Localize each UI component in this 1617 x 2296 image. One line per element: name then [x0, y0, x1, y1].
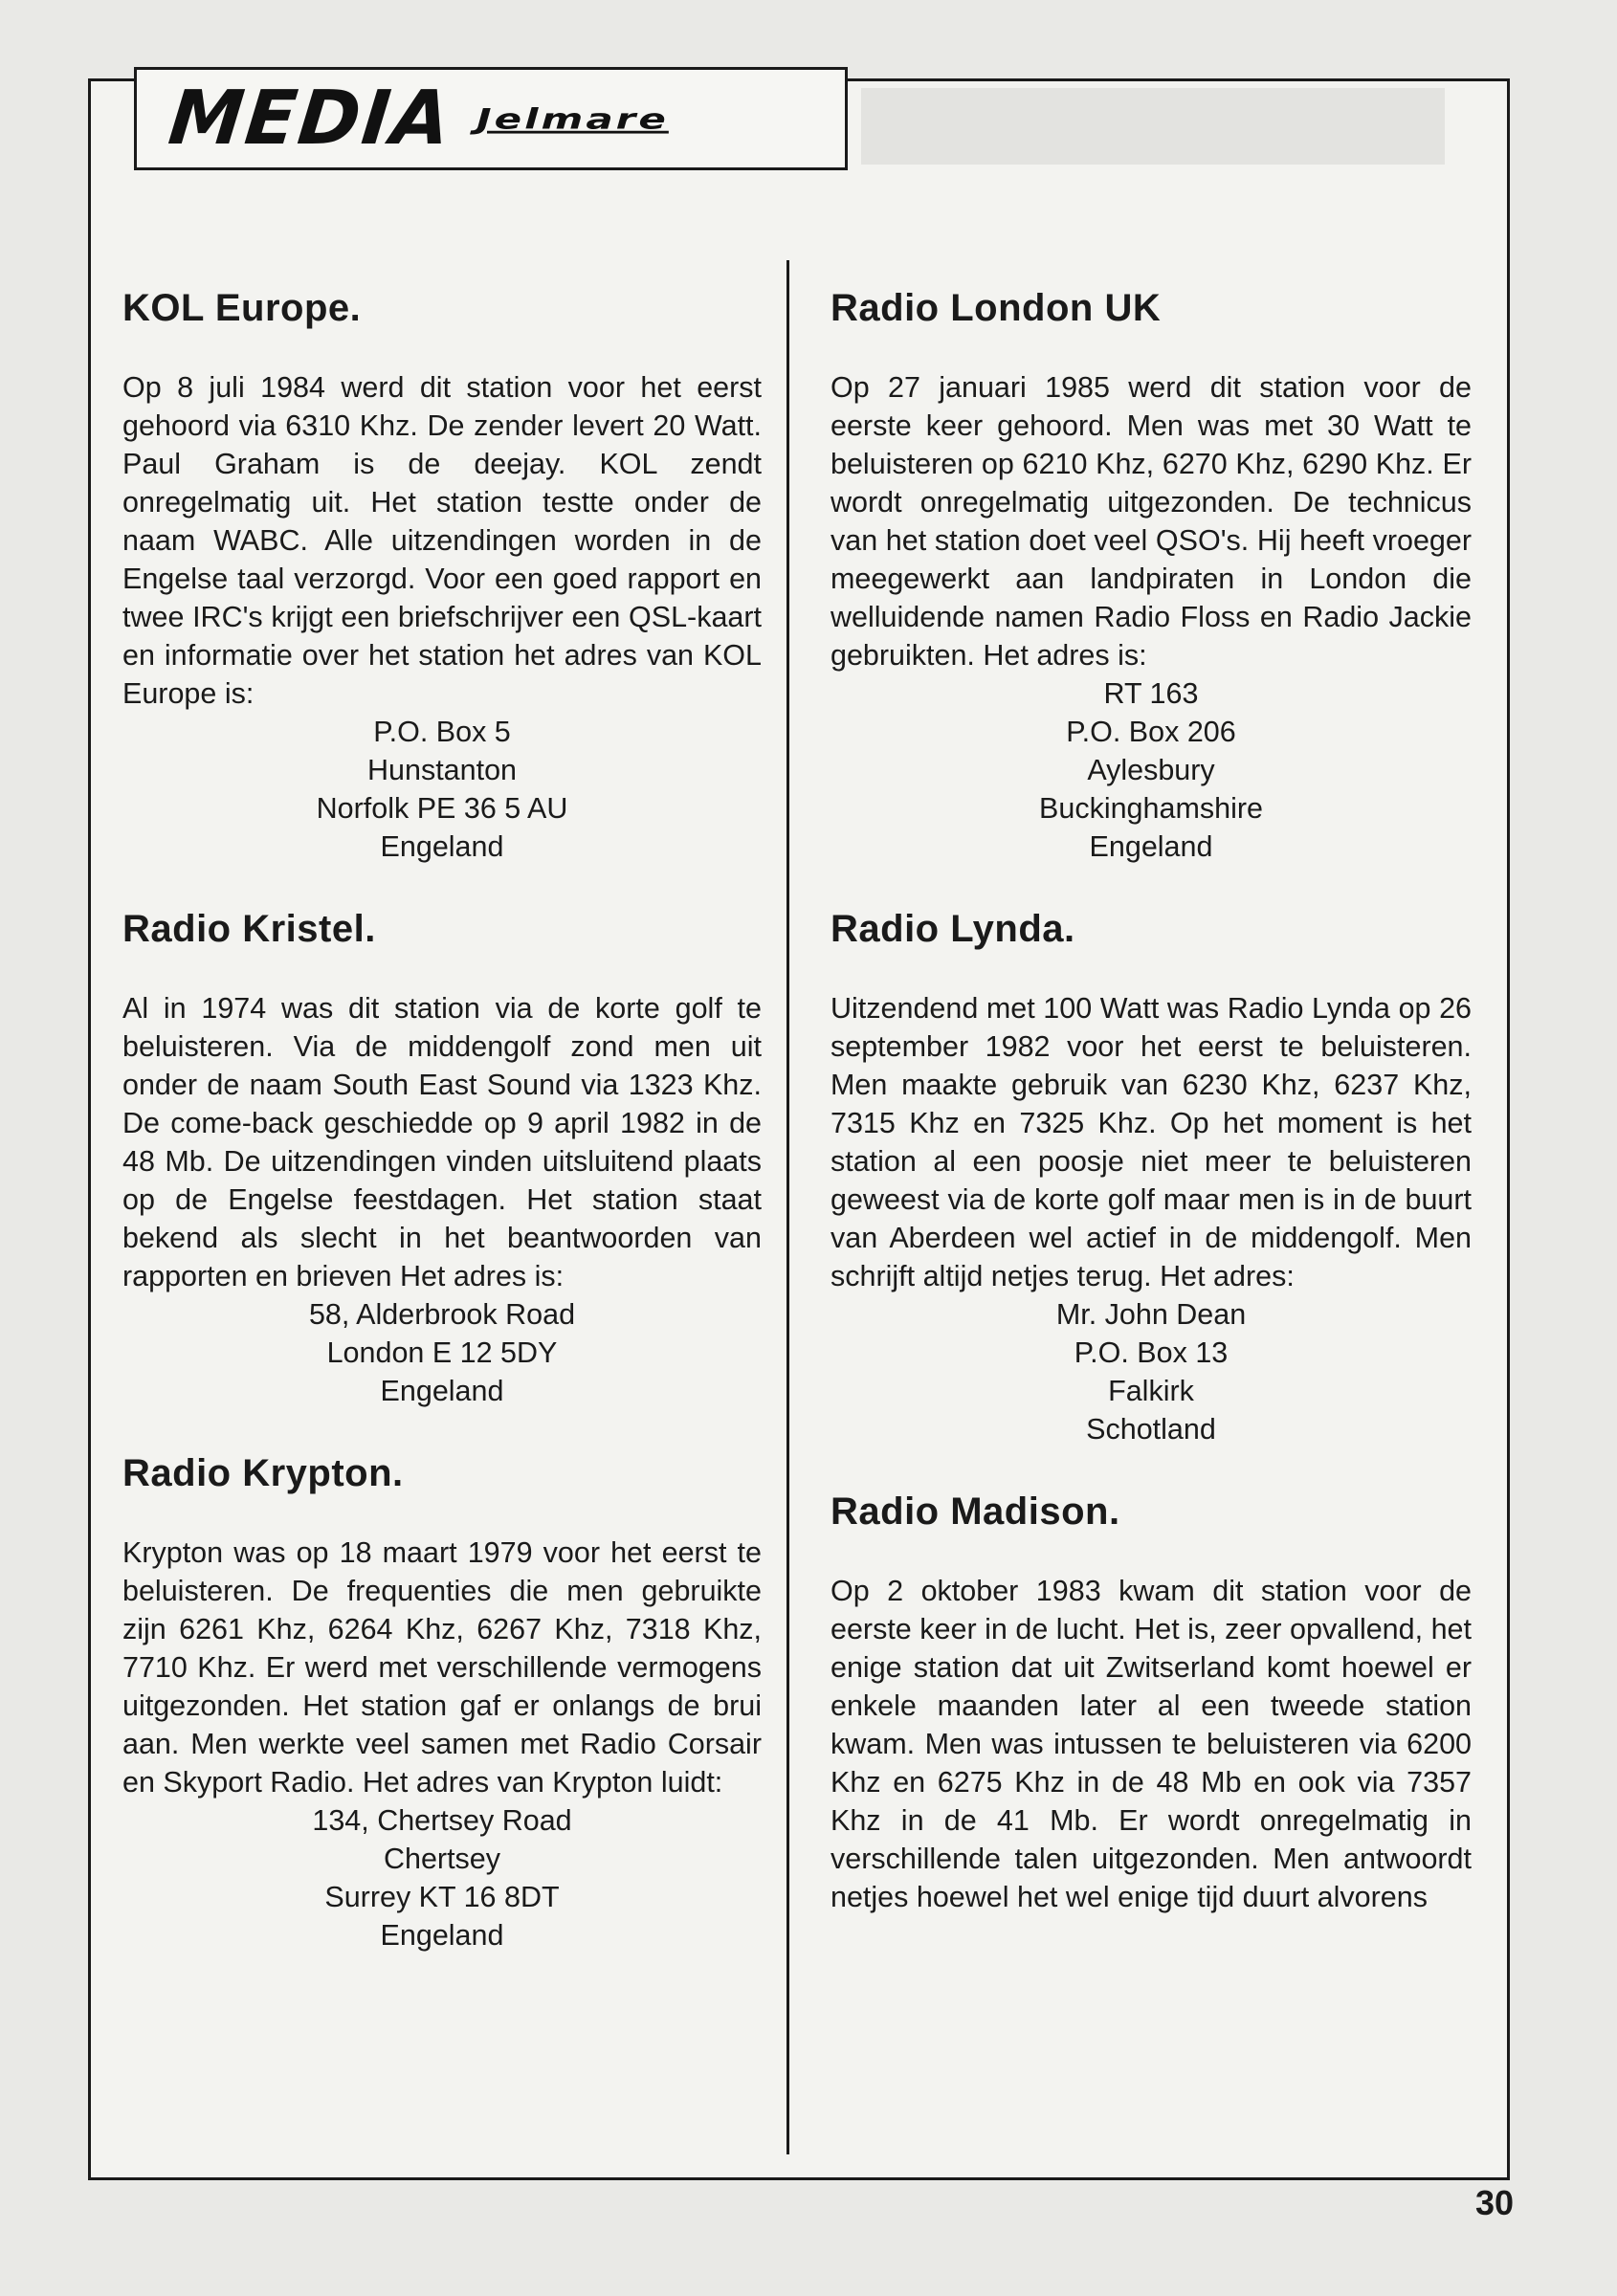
article-heading: KOL Europe. — [122, 287, 362, 329]
address-block — [122, 1801, 762, 1954]
article-radio-kristel — [122, 908, 762, 1410]
address-line: Norfolk PE 36 5 AU — [316, 792, 568, 825]
article-heading: Radio Kristel. — [122, 908, 376, 950]
address-line: P.O. Box 5 — [373, 716, 511, 748]
address-block — [122, 713, 762, 866]
article-heading: Radio Krypton. — [122, 1452, 404, 1494]
address-line: Aylesbury — [1087, 754, 1215, 786]
address-block — [831, 674, 1472, 866]
left-column — [122, 287, 762, 1997]
column-divider — [786, 260, 789, 2154]
address-line: Engeland — [380, 830, 504, 863]
address-line: RT 163 — [1103, 677, 1199, 710]
address-line: P.O. Box 13 — [1074, 1336, 1229, 1369]
address-line: Schotland — [1086, 1413, 1216, 1446]
article-radio-krypton — [122, 1452, 762, 1954]
address-block — [122, 1295, 762, 1410]
article-radio-lynda — [831, 908, 1472, 1448]
address-line: 134, Chertsey Road — [312, 1804, 572, 1837]
masthead — [134, 67, 848, 170]
address-line: Hunstanton — [367, 754, 517, 786]
address-block — [831, 1295, 1472, 1448]
right-column — [831, 287, 1472, 1958]
address-line: 58, Alderbrook Road — [308, 1298, 576, 1331]
article-heading: Radio London UK — [831, 287, 1162, 329]
article-body: Op 27 januari 1985 werd dit station voor de eerste keer gehoord. Men was met 30 Watt te beluisteren op 6210 Khz, 6270 Khz, 6290 Khz. Er wordt onregelmatig uitgezonden. De technicus van het station doet veel QSO's. Hij heeft vroeger meegewerkt aan landpiraten in London die welluidende namen Radio Floss en Radio Jackie gebruikten. Het adres is: — [831, 371, 1472, 672]
address-line: Chertsey — [383, 1843, 501, 1875]
article-body: Krypton was op 18 maart 1979 voor het eerst te beluisteren. De frequenties die men gebruikte zijn 6261 Khz, 6264 Khz, 6267 Khz, 7318 Khz, 7710 Khz. Er werd met verschillende vermogens uitgezonden. Het station gaf er onlangs de brui aan. Men werkte veel samen met Radio Corsair en Skyport Radio. Het adres van Krypton luidt: — [122, 1536, 762, 1799]
article-heading: Radio Lynda. — [831, 908, 1075, 950]
address-line: Mr. John Dean — [1055, 1298, 1247, 1331]
address-line: Buckinghamshire — [1039, 792, 1263, 825]
article-radio-london-uk — [831, 287, 1472, 866]
article-heading: Radio Madison. — [831, 1490, 1120, 1533]
masthead-subtitle: Jelmare — [476, 101, 669, 136]
address-line: Surrey KT 16 8DT — [324, 1881, 560, 1913]
article-body: Uitzendend met 100 Watt was Radio Lynda op 26 september 1982 voor het eerst te beluisteren. Men maakte gebruik van 6230 Khz, 6237 Khz, 7315 Khz en 7325 Khz. Op het moment is het station al een poosje niet meer te beluisteren geweest via de korte golf maar men is in de buurt van Aberdeen wel actief in de middengolf. Men schrijft altijd netjes terug. Het adres: — [831, 992, 1472, 1292]
page-number: 30 — [1475, 2183, 1515, 2222]
address-line: Falkirk — [1108, 1375, 1194, 1407]
article-radio-madison — [831, 1490, 1472, 1916]
article-body: Op 8 juli 1984 werd dit station voor het eerst gehoord via 6310 Khz. De zender levert 20 Watt. Paul Graham is de deejay. KOL zendt onregelmatig uit. Het station testte onder de naam WABC. Alle uitzendingen worden in de Engelse taal verzorgd. Voor een goed rapport en twee IRC's krijgt een briefschrijver een QSL-kaart en informatie over het station het adres van KOL Europe is: — [122, 371, 762, 710]
masthead-title: MEDIA — [165, 76, 456, 162]
address-line: Engeland — [1089, 830, 1213, 863]
address-line: P.O. Box 206 — [1066, 716, 1236, 748]
article-kol-europe — [122, 287, 762, 866]
bleed-through-header — [861, 88, 1445, 165]
address-line: Engeland — [380, 1919, 504, 1952]
address-line: London E 12 5DY — [326, 1336, 558, 1369]
article-body: Op 2 oktober 1983 kwam dit station voor de eerste keer in de lucht. Het is, zeer opvallend, het enige station dat uit Zwitserland komt hoewel er enkele maanden later al een tweede station kwam. Men was intussen te beluisteren via 6200 Khz en 6275 Khz in de 48 Mb en ook via 7357 Khz in de 41 Mb. Er wordt onregelmatig in verschillende talen uitgezonden. Men antwoordt netjes hoewel het wel enige tijd duurt alvorens — [831, 1575, 1472, 1913]
address-line: Engeland — [380, 1375, 504, 1407]
article-body: Al in 1974 was dit station via de korte golf te beluisteren. Via de middengolf zond men uit onder de naam South East Sound via 1323 Khz. De come-back geschiedde op 9 april 1982 in de 48 Mb. De uitzendingen vinden uitsluitend plaats op de Engelse feestdagen. Het station staat bekend als slecht in het beantwoorden van rapporten en brieven Het adres is: — [122, 992, 762, 1292]
